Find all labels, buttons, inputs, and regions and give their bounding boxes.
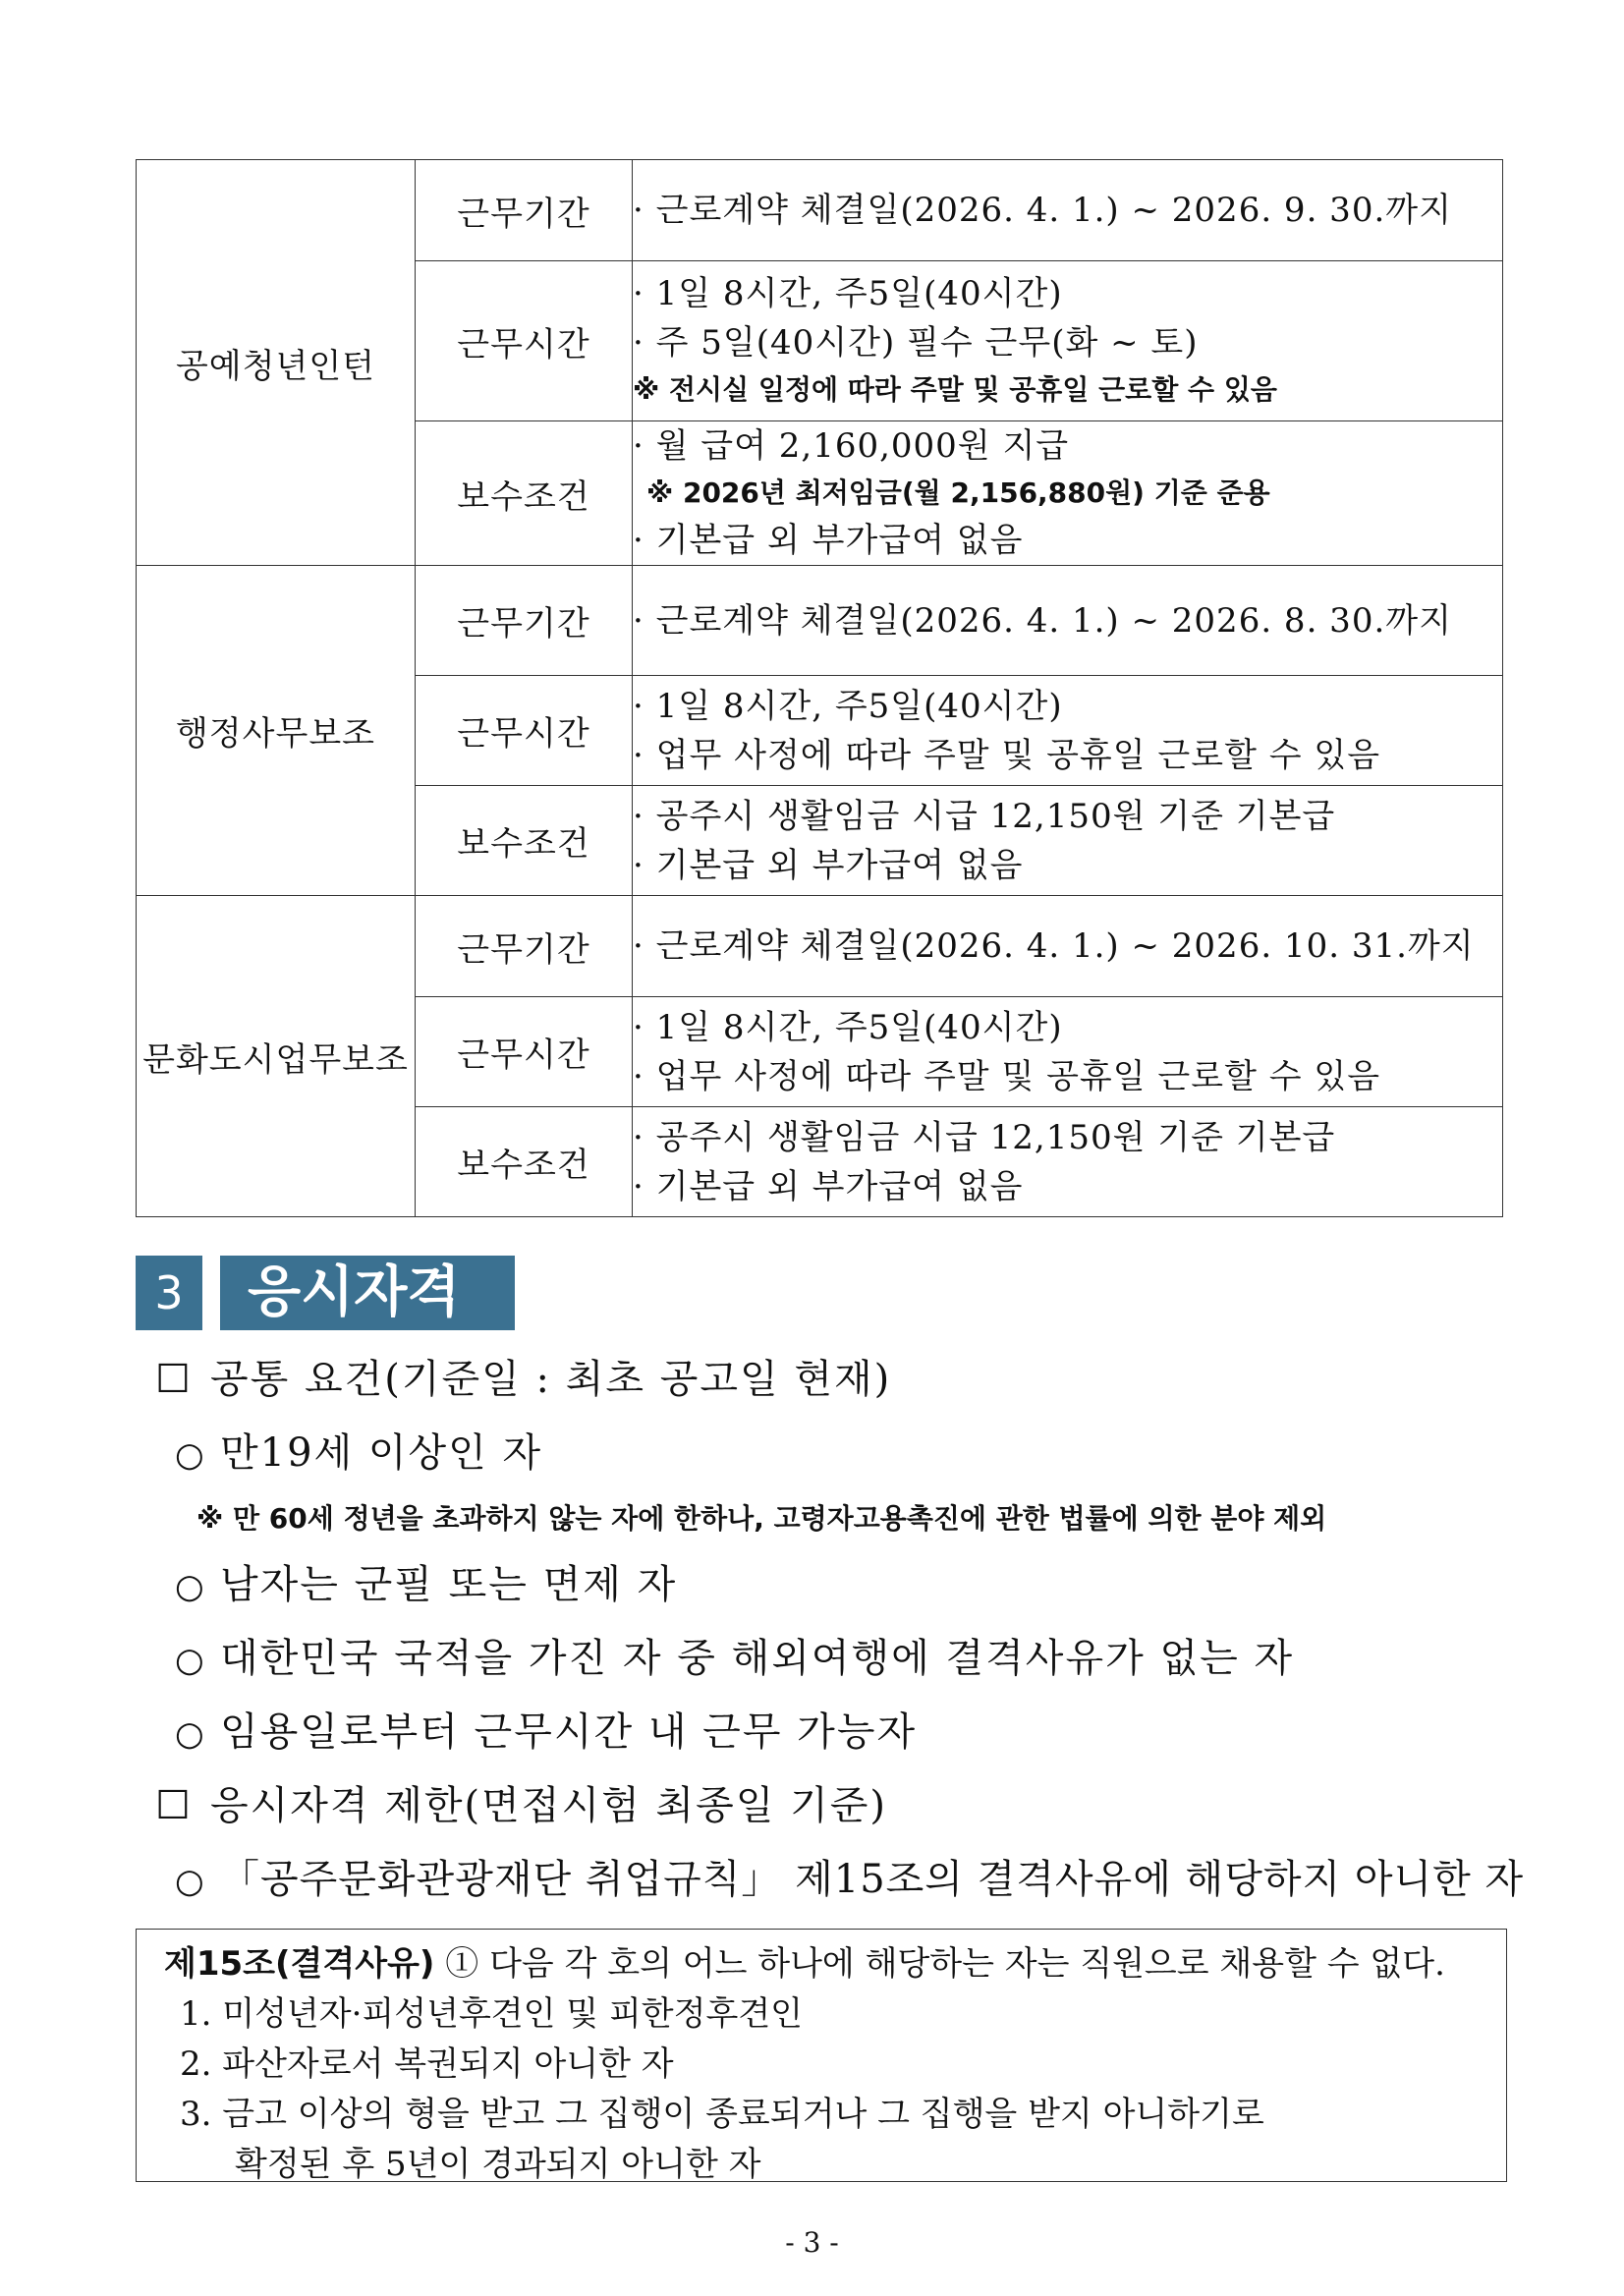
table-row [137, 896, 1503, 997]
detail-cell [633, 261, 1503, 421]
label-cell: 근무시간 [416, 997, 633, 1107]
detail-cell [633, 896, 1503, 997]
disqualification-rule-box [136, 1929, 1507, 2182]
detail-line: · 1일 8시간, 주5일(40시간) [633, 686, 1063, 726]
circle-bullet-icon: ○ [175, 1435, 206, 1475]
detail-line: · 공주시 생활임금 시급 12,150원 기준 기본급 [633, 1117, 1336, 1157]
label-cell: 보수조건 [416, 786, 633, 896]
position-cell: 공예청년인턴 [137, 160, 416, 566]
detail-line: · 업무 사정에 따라 주말 및 공휴일 근로할 수 있음 [633, 1056, 1381, 1096]
detail-line: · 업무 사정에 따라 주말 및 공휴일 근로할 수 있음 [633, 735, 1381, 775]
section-number: 3 [136, 1256, 202, 1330]
detail-cell [633, 786, 1503, 896]
rule-item: 1. 미성년자·피성년후견인 및 피한정후견인 [180, 1994, 804, 2034]
restriction-item [175, 1848, 1524, 1904]
detail-cell [633, 997, 1503, 1107]
detail-line: · 공주시 생활임금 시급 12,150원 기준 기본급 [633, 796, 1336, 836]
circle-bullet-icon: ○ [175, 1714, 206, 1754]
requirement-text: 만19세 이상인 자 [220, 1430, 543, 1476]
page-number: - 3 - [785, 2226, 839, 2259]
label-cell: 보수조건 [416, 1107, 633, 1217]
detail-line: · 근로계약 체결일(2026. 4. 1.) ~ 2026. 10. 31.까지 [633, 926, 1475, 966]
detail-cell [633, 1107, 1503, 1217]
restriction-heading [155, 1774, 887, 1830]
circle-bullet-icon: ○ [175, 1567, 206, 1606]
position-cell: 행정사무보조 [137, 566, 416, 896]
detail-line: · 월 급여 2,160,000원 지급 [633, 426, 1070, 466]
rule-title: 제15조(결격사유) [164, 1944, 435, 1984]
label-cell: 근무시간 [416, 261, 633, 421]
detail-cell [633, 160, 1503, 261]
requirement-text: 임용일로부터 근무시간 내 근무 가능자 [220, 1709, 918, 1755]
detail-line: · 기본급 외 부가급여 없음 [633, 1166, 1024, 1206]
detail-cell [633, 676, 1503, 786]
common-requirements-heading [155, 1348, 891, 1404]
requirement-availability [175, 1701, 917, 1757]
detail-line: · 1일 8시간, 주5일(40시간) [633, 1007, 1063, 1047]
detail-line: · 근로계약 체결일(2026. 4. 1.) ~ 2026. 9. 30.까지 [633, 191, 1452, 230]
age-note: ※ 만 60세 정년을 초과하지 않는 자에 한하나, 고령자고용촉진에 관한 법률에 의한 분야 제외 [196, 1502, 1327, 1535]
detail-line: · 주 5일(40시간) 필수 근무(화 ~ 토) [633, 323, 1199, 363]
requirement-text: 「공주문화관광재단 취업규칙」 제15조의 결격사유에 해당하지 아니한 자 [220, 1857, 1525, 1902]
rule-item: 2. 파산자로서 복권되지 아니한 자 [180, 2044, 674, 2084]
label-cell: 근무기간 [416, 160, 633, 261]
rule-item-continued: 확정된 후 5년이 경과되지 아니한 자 [235, 2145, 761, 2184]
detail-line: · 기본급 외 부가급여 없음 [633, 845, 1024, 885]
rule-item: 3. 금고 이상의 형을 받고 그 집행이 종료되거나 그 집행을 받지 아니하기로 [180, 2095, 1264, 2134]
label-cell: 근무기간 [416, 896, 633, 997]
label-cell: 근무시간 [416, 676, 633, 786]
detail-note: ※ 2026년 최저임금(월 2,156,880원) 기준 준용 [646, 476, 1270, 509]
heading-text: 공통 요건(기준일 : 최초 공고일 현재) [210, 1357, 892, 1402]
checkbox-square-icon: ☐ [155, 1783, 193, 1828]
section-title: 응시자격 [220, 1256, 515, 1330]
detail-cell [633, 421, 1503, 566]
requirement-text: 남자는 군필 또는 면제 자 [220, 1562, 678, 1607]
requirement-nationality [175, 1627, 1294, 1683]
rule-intro: ① 다음 각 호의 어느 하나에 해당하는 자는 직원으로 채용할 수 없다. [445, 1944, 1445, 1984]
checkbox-square-icon: ☐ [155, 1357, 193, 1402]
heading-text: 응시자격 제한(면접시험 최종일 기준) [210, 1783, 887, 1828]
label-cell: 근무기간 [416, 566, 633, 676]
requirement-text: 대한민국 국적을 가진 자 중 해외여행에 결격사유가 없는 자 [220, 1636, 1295, 1681]
table-row [137, 566, 1503, 676]
detail-line: · 1일 8시간, 주5일(40시간) [633, 274, 1063, 313]
position-cell: 문화도시업무보조 [137, 896, 416, 1217]
rule-heading [164, 1939, 1486, 1989]
detail-line: · 근로계약 체결일(2026. 4. 1.) ~ 2026. 8. 30.까지 [633, 600, 1452, 641]
circle-bullet-icon: ○ [175, 1862, 205, 1901]
detail-cell [633, 566, 1503, 676]
label-cell: 보수조건 [416, 421, 633, 566]
table-row [137, 160, 1503, 261]
employment-conditions-table [136, 159, 1503, 1217]
detail-line: · 기본급 외 부가급여 없음 [633, 521, 1024, 560]
requirement-age [175, 1422, 542, 1478]
requirement-military [175, 1553, 677, 1609]
circle-bullet-icon: ○ [175, 1641, 206, 1680]
detail-note: ※ 전시실 일정에 따라 주말 및 공휴일 근로할 수 있음 [633, 373, 1277, 406]
